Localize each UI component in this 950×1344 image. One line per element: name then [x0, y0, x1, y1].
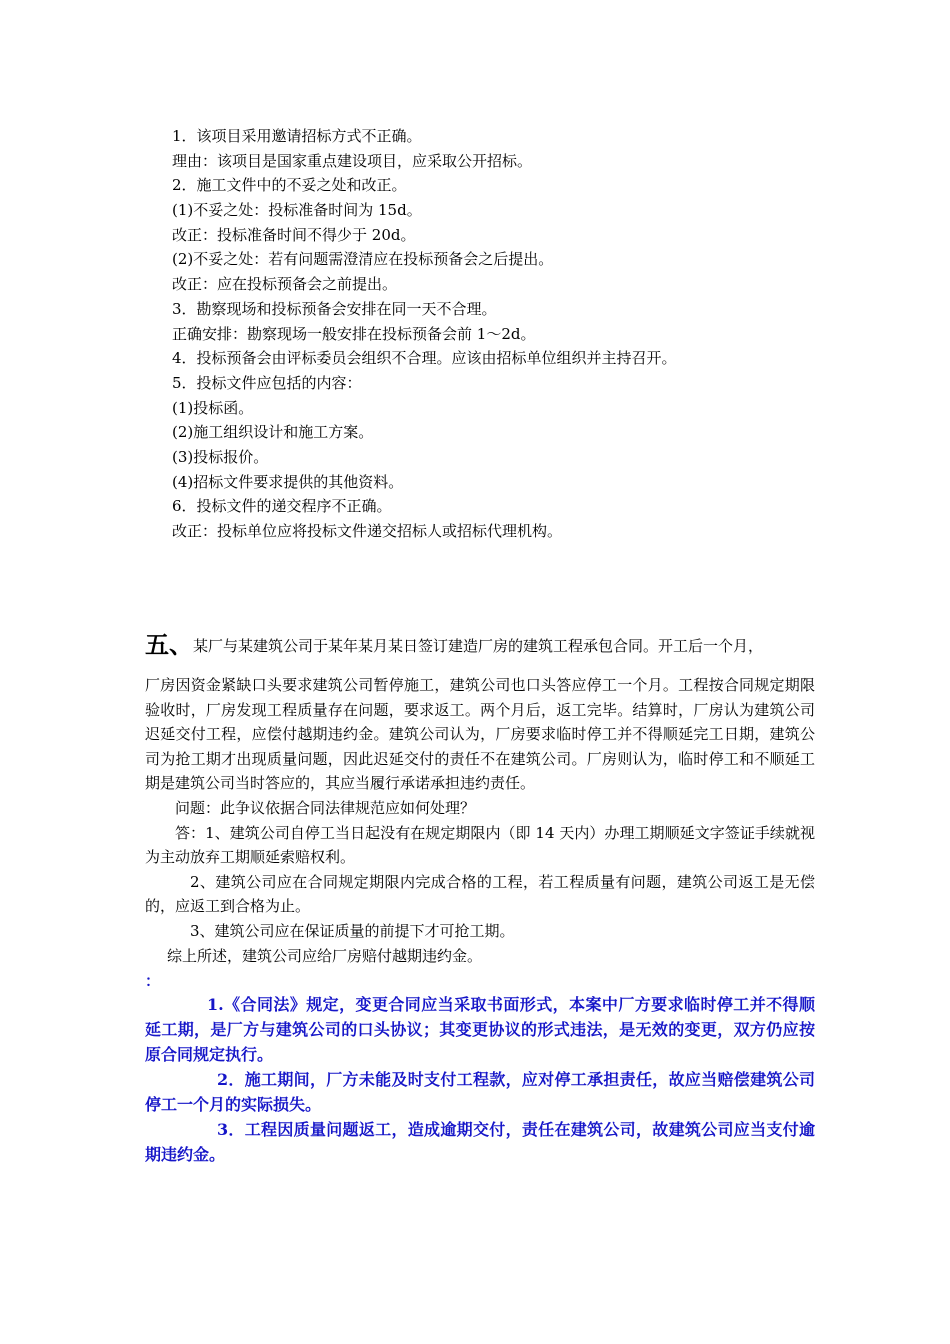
case-description: 厂房因资金紧缺口头要求建筑公司暂停施工，建筑公司也口头答应停工一个月。工程按合同规定期限验收时，厂房发现工程质量存在问题，要求返工。两个月后，返工完毕。结算时，厂房认为建筑公司迟延交付工程，应偿付越期违约金。建筑公司认为，厂房要求临时停工并不得顺延完工日期，建筑公司为抢工期才出现质量问题，因此迟延交付的责任不在建筑公司。厂房则认为，临时停工和不顺延工期是建筑公司当时答应的，其应当履行承诺承担违约责任。: [145, 676, 815, 793]
text-line: (4)招标文件要求提供的其他资料。: [172, 472, 404, 491]
text-line: 改正：应在投标预备会之前提出。: [172, 275, 398, 294]
answer-item-2: 2、建筑公司应在合同规定期限内完成合格的工程，若工程质量有问题，建筑公司返工是无偿的，应返工到合格为止。: [145, 872, 815, 916]
reference-answer-2: 2．施工期间，厂方未能及时支付工程款，应对停工承担责任，故应当赔偿建筑公司停工一个月的实际损失。: [145, 1070, 815, 1115]
section-number: 五、: [145, 631, 193, 659]
case-heading: [145, 632, 815, 659]
case-study-section: [145, 632, 815, 1167]
text-line: 2．施工文件中的不妥之处和改正。: [172, 176, 407, 195]
colon-mark: ：: [145, 972, 161, 991]
text-line: 改正：投标准备时间不得少于 20d。: [172, 225, 416, 244]
reference-answer-1: 1.《合同法》规定，变更合同应当采取书面形式，本案中厂方要求临时停工并不得顺延工期，是厂方与建筑公司的口头协议；其变更协议的形式违法，是无效的变更，双方仍应按原合同规定执行。: [145, 995, 815, 1065]
text-line: 6．投标文件的递交程序不正确。: [172, 497, 392, 516]
text-line: 正确安排：勘察现场一般安排在投标预备会前 1～2d。: [172, 324, 536, 343]
heading-text: 某厂与某建筑公司于某年某月某日签订建造厂房的建筑工程承包合同。开工后一个月，: [193, 637, 764, 655]
answer-item-3: 3、建筑公司应在保证质量的前提下才可抢工期。: [190, 921, 515, 940]
reference-answer-3: 3．工程因质量问题返工，造成逾期交付，责任在建筑公司，故建筑公司应当支付逾期违约金。: [145, 1120, 815, 1165]
question-text: 问题：此争议依据合同法律规范应如何处理？: [175, 798, 476, 817]
text-line: 理由：该项目是国家重点建设项目，应采取公开招标。: [172, 151, 533, 170]
summary-text: 综上所述，建筑公司应给厂房赔付越期违约金。: [167, 946, 483, 965]
text-line: 5．投标文件应包括的内容：: [172, 373, 362, 392]
answer-item-1: 答：1、建筑公司自停工当日起没有在规定期限内（即 14 天内）办理工期顺延文字签证手续就视为主动放弃工期顺延索赔权利。: [145, 823, 815, 867]
text-line: 3．勘察现场和投标预备会安排在同一天不合理。: [172, 299, 497, 318]
text-line: (1)不妥之处：投标准备时间为 15d。: [172, 201, 422, 220]
answer-list-section: [172, 124, 872, 544]
text-line: (2)不妥之处：若有问题需澄清应在投标预备会之后提出。: [172, 250, 554, 269]
text-line: (2)施工组织设计和施工方案。: [172, 423, 374, 442]
text-line: 改正：投标单位应将投标文件递交招标人或招标代理机构。: [172, 522, 563, 540]
text-line: 4．投标预备会由评标委员会组织不合理。应该由招标单位组织并主持召开。: [172, 349, 677, 368]
text-line: (3)投标报价。: [172, 447, 269, 466]
text-line: 1．该项目采用邀请招标方式不正确。: [172, 127, 422, 145]
text-line: (1)投标函。: [172, 398, 254, 417]
